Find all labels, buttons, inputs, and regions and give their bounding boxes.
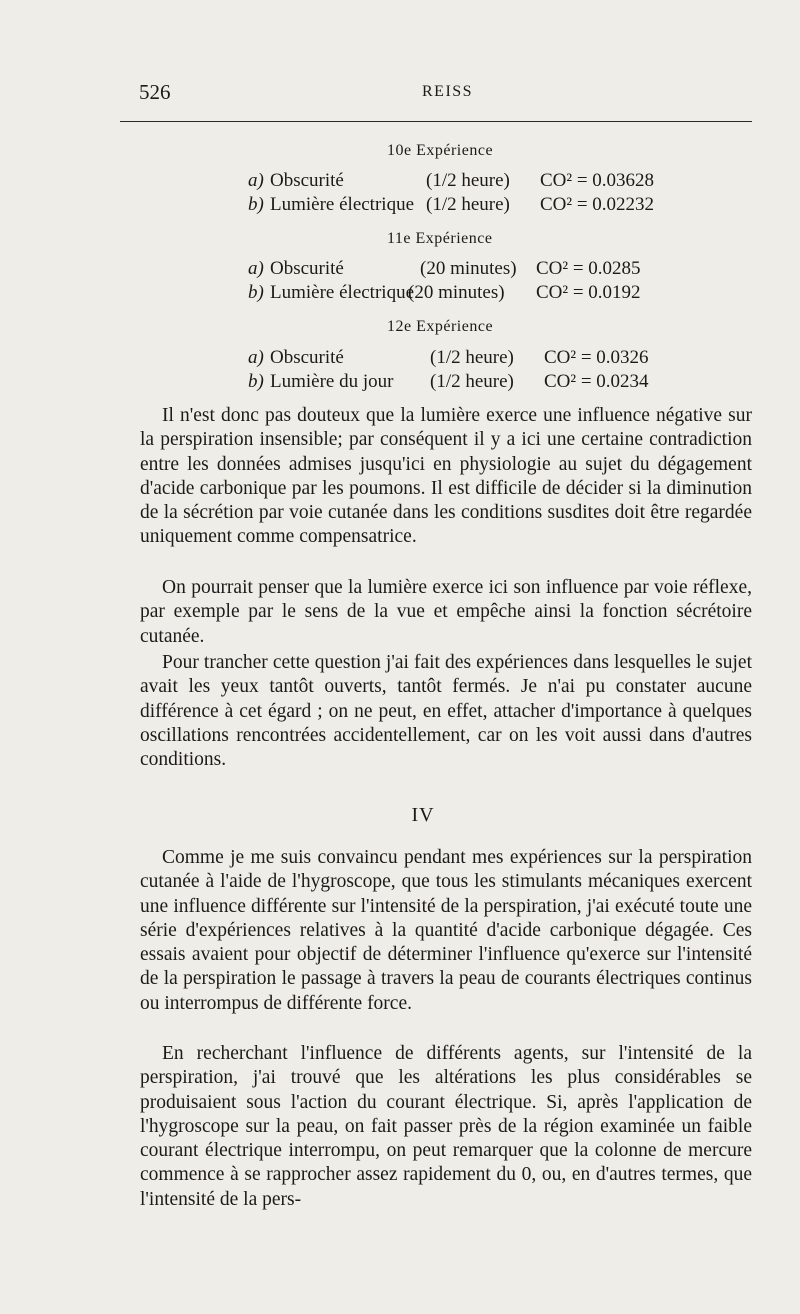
header-rule [120, 121, 752, 122]
row-label: b) [248, 371, 264, 392]
row-duration: (1/2 heure) [426, 170, 510, 191]
body-paragraph: Pour trancher cette question j'ai fait des expériences dans lesquelles le sujet avait les yeux tantôt ouverts, tantôt fermés. Je n'ai pu constater aucune différence à cet égard ; on ne peut, en effet, attacher d'importance à quelques oscillations rencontrées accidentellement, car on les voit aussi dans d'autres conditions. [140, 652, 752, 771]
experiment-title: 10e Expérience [387, 142, 494, 159]
body-paragraph: Il n'est donc pas douteux que la lumière exerce une influence négative sur la perspiration insensible; par conséquent il y a ici une certaine contradiction entre les données admises jusqu'ici en physiologie au sujet du dégagement d'acide carbonique par les poumons. Il est difficile de décider si la diminution de la sécrétion par voie cutanée dans les conditions susdites doit être regardée uniquement comme compensatrice. [140, 405, 752, 548]
page-header [139, 80, 753, 110]
row-label: b) [248, 282, 264, 303]
row-result: CO² = 0.0326 [544, 347, 649, 368]
row-condition: Lumière électrique [270, 194, 415, 215]
body-paragraph: En recherchant l'influence de différents agents, sur l'intensité de la perspiration, j'ai trouvé que les altérations les plus considérables se produisaient sous l'action du courant électrique. Si, après l'application de l'hygroscope sur la peau, on fait passer près de la région examinée un faible courant électrique interrompu, on peut remarquer que la colonne de mercure commence à se rapprocher assez rapidement du 0, ou, en d'autres termes, que l'intensité de la pers- [140, 1043, 752, 1210]
row-duration: (1/2 heure) [426, 194, 510, 215]
body-paragraph: Comme je me suis convaincu pendant mes expériences sur la perspiration cutanée à l'aide de l'hygroscope, que tous les stimulants mécaniques exercent une influence différente sur l'intensité de la perspiration, j'ai exécuté toute une série d'expériences relatives à la quantité d'acide carbonique dégagée. Ces essais avaient pour objectif de déterminer l'influence qu'exerce sur l'intensité de la perspiration le passage à travers la peau de courants électriques continus ou interrompus de différente force. [140, 847, 752, 1014]
experiment-title: 11e Expérience [387, 230, 493, 247]
row-duration: (1/2 heure) [430, 371, 514, 392]
row-condition: Lumière électrique [270, 282, 415, 303]
experiment-title: 12e Expérience [387, 318, 494, 335]
row-result: CO² = 0.0285 [536, 258, 641, 279]
row-result: CO² = 0.0192 [536, 282, 641, 303]
row-condition: Lumière du jour [270, 371, 394, 392]
row-label: a) [248, 170, 264, 191]
row-duration: (20 minutes) [420, 258, 517, 279]
page-number: 526 [139, 80, 171, 104]
row-condition: Obscurité [270, 170, 344, 191]
row-label: b) [248, 194, 264, 215]
section-heading: IV [411, 804, 435, 826]
row-result: CO² = 0.0234 [544, 371, 649, 392]
running-head: REISS [422, 83, 474, 100]
row-label: a) [248, 347, 264, 368]
row-condition: Obscurité [270, 258, 344, 279]
row-result: CO² = 0.03628 [540, 170, 655, 191]
row-duration: (1/2 heure) [430, 347, 514, 368]
row-result: CO² = 0.02232 [540, 194, 655, 215]
row-condition: Obscurité [270, 347, 344, 368]
body-paragraph: On pourrait penser que la lumière exerce ici son influence par voie réflexe, par exemple par le sens de la vue et empêche ainsi la fonction sécrétoire cutanée. [140, 577, 752, 647]
row-label: a) [248, 258, 264, 279]
row-duration: (20 minutes) [408, 282, 505, 303]
